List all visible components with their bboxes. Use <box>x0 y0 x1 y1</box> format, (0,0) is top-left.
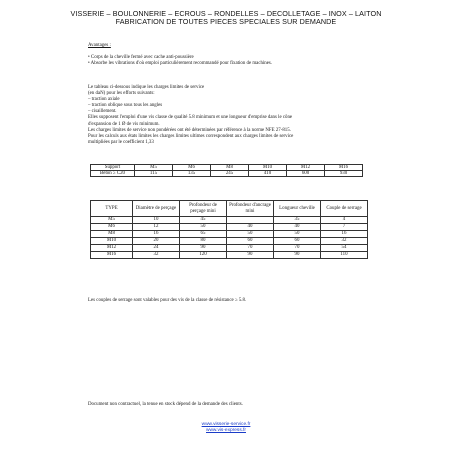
table-cell: 60 <box>274 238 321 245</box>
load-table-header: M16 <box>325 165 363 171</box>
table-cell: 245 <box>211 171 249 177</box>
table-cell: 90 <box>274 252 321 259</box>
table-cell: 4 <box>321 217 368 224</box>
table-row <box>91 224 368 231</box>
load-table-header: M12 <box>287 165 325 171</box>
table-cell: 80 <box>180 238 227 245</box>
table-cell: 70 <box>274 245 321 252</box>
table-cell: 20 <box>133 238 180 245</box>
footer-links <box>0 422 452 434</box>
table-cell: 50 <box>274 231 321 238</box>
dimensions-table-header: TYPE <box>91 201 133 217</box>
description-section <box>88 85 388 146</box>
table-cell: 40 <box>274 224 321 231</box>
table-cell: 24 <box>133 245 180 252</box>
table-cell: 90 <box>227 252 274 259</box>
table-cell: 40 <box>227 224 274 231</box>
table-cell: M16 <box>91 252 133 259</box>
header-line-2: FABRICATION DE TOUTES PIECES SPECIALES SUR DEMANDE <box>115 17 337 26</box>
table-row <box>91 252 368 259</box>
table-cell: 930 <box>325 171 363 177</box>
table-cell: 32 <box>321 238 368 245</box>
table-cell: 110 <box>321 252 368 259</box>
table-cell: M12 <box>91 245 133 252</box>
advantages-title: Avantages : <box>88 43 111 48</box>
dimensions-table-header-row <box>91 201 368 217</box>
table-cell: 65 <box>180 231 227 238</box>
description-line: Le tableau ci-dessous indique les charges limites de service <box>88 85 205 90</box>
torque-note: Les couples de serrage sont valables pour des vis de la classe de résistance ≥ 5.8. <box>88 298 247 303</box>
link-visserie-service[interactable]: www.visserie-service.fr <box>201 422 251 427</box>
dimensions-table-header: Profondeur d'ancrage mini <box>227 201 274 217</box>
table-cell: 7 <box>321 224 368 231</box>
description-line: (en daN) pour les efforts suivants: <box>88 91 155 97</box>
load-table-header: Support <box>91 165 135 171</box>
load-table-header: M8 <box>211 165 249 171</box>
description-line: Les charges limites de service non pondérées ont été déterminées par référence à la norme NFE 27-815. <box>88 127 291 133</box>
table-cell: 70 <box>227 245 274 252</box>
table-cell: 35 <box>274 217 321 224</box>
table-cell: 135 <box>173 171 211 177</box>
load-table-header: M10 <box>249 165 287 171</box>
table-row <box>91 238 368 245</box>
table-cell: 45 <box>180 217 227 224</box>
description-line: – traction oblique sous tous les angles <box>88 103 163 109</box>
table-cell: M6 <box>91 224 133 231</box>
table-cell: 50 <box>227 231 274 238</box>
table-cell: 90 <box>180 245 227 252</box>
description-line: d'expansion de 1 Ø de vis minimum. <box>88 121 160 127</box>
table-cell: 600 <box>287 171 325 177</box>
link-vis-express[interactable]: www.vis-express.fr <box>206 428 246 433</box>
table-cell: 12 <box>133 224 180 231</box>
dimensions-table <box>90 200 368 259</box>
table-cell: Béton ≥ C20 <box>91 171 135 177</box>
table-cell: 10 <box>133 217 180 224</box>
load-table-header: M5 <box>135 165 173 171</box>
disclaimer: Document non contractuel, la tenue en stock dépend de la demande des clients. <box>88 402 243 407</box>
description-line: Elles supposent l'emploi d'une vis classe de qualité 5.8 minimum et une longueur d'emprise dans le cône <box>88 115 293 121</box>
table-cell: 115 <box>135 171 173 177</box>
table-cell: 120 <box>180 252 227 259</box>
dimensions-table-header: Diamètre de perçage <box>133 201 180 217</box>
table-cell: 32 <box>133 252 180 259</box>
table-cell: M5 <box>91 217 133 224</box>
table-cell: 16 <box>321 231 368 238</box>
advantage-item: • Corps de la cheville fermé avec cache anti-poussière <box>88 55 194 61</box>
table-cell: 54 <box>321 245 368 252</box>
description-line: Pour les calculs aux états limites les charges limites ultimes correspondent aux charges limites de service <box>88 133 294 139</box>
dimensions-table-header: Couple de serrage <box>321 201 368 217</box>
table-cell: 50 <box>180 224 227 231</box>
load-table <box>90 164 363 177</box>
description-line: multipliées par le coefficient 1,33 <box>88 139 154 145</box>
table-cell <box>227 217 274 224</box>
table-cell: M8 <box>91 231 133 238</box>
load-table-header: M6 <box>173 165 211 171</box>
description-line: – traction axiale <box>88 97 120 103</box>
dimensions-table-header: Profondeur de perçage mini <box>180 201 227 217</box>
table-cell: 60 <box>227 238 274 245</box>
torque-note-section <box>88 298 388 304</box>
advantages-section <box>88 43 388 67</box>
table-cell: 410 <box>249 171 287 177</box>
table-row <box>91 217 368 224</box>
advantage-item: • Absorbe les vibrations d'où emploi particulièrement recommandé pour fixation de machines. <box>88 61 273 67</box>
table-row <box>91 245 368 252</box>
table-cell: 16 <box>133 231 180 238</box>
description-line: – cisaillement. <box>88 109 117 115</box>
table-cell: M10 <box>91 238 133 245</box>
header-line-1: VISSERIE – BOULONNERIE – ECROUS – RONDELLES – DECOLLETAGE – INOX – LAITON <box>70 9 382 18</box>
table-row <box>91 231 368 238</box>
dimensions-table-header: Longueur cheville <box>274 201 321 217</box>
table-row <box>91 171 363 177</box>
